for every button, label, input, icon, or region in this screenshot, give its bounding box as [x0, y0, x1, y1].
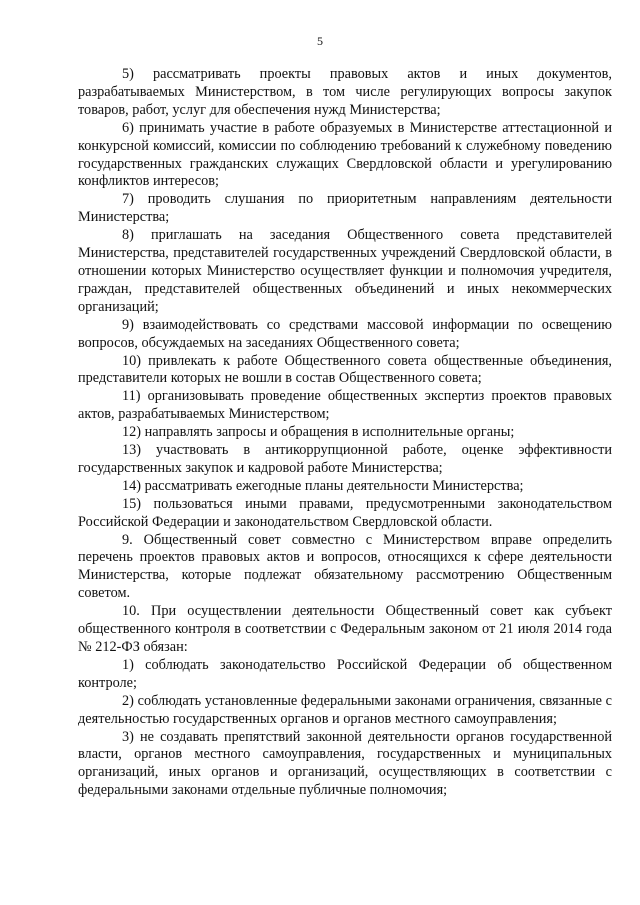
- paragraph: 9. Общественный совет совместно с Министерством вправе определить перечень проектов правовых актов и вопросов, относящихся к сфере деятельности Министерства, которые подлежат обязательному рассмотрению Общественным советом.: [78, 531, 612, 602]
- paragraph: 11) организовывать проведение общественных экспертиз проектов правовых актов, разрабатываемых Министерством;: [78, 388, 612, 423]
- paragraph: 6) принимать участие в работе образуемых в Министерстве аттестационной и конкурсной комиссий, комиссии по соблюдению требований к служебному поведению государственных гражданских служащих Свердловской области и урегулированию конфликтов интересов;: [78, 119, 612, 190]
- paragraph: 10. При осуществлении деятельности Общественный совет как субъект общественного контроля в соответствии с Федеральным законом от 21 июля 2014 года № 212-ФЗ обязан:: [78, 603, 612, 655]
- paragraph: 9) взаимодействовать со средствами массовой информации по освещению вопросов, обсуждаемых на заседаниях Общественного совета;: [78, 316, 612, 351]
- paragraph: 13) участвовать в антикоррупционной работе, оценке эффективности государственных закупок и кадровой работе Министерства;: [78, 442, 612, 476]
- paragraph: 15) пользоваться иными правами, предусмотренными законодательством Российской Федерации и законодательством Свердловской области.: [78, 495, 612, 530]
- page-number: 5: [317, 34, 323, 48]
- document-body: [78, 66, 612, 800]
- paragraph: 12) направлять запросы и обращения в исполнительные органы;: [122, 424, 515, 441]
- paragraph: 14) рассматривать ежегодные планы деятельности Министерства;: [122, 477, 524, 494]
- paragraph: 3) не создавать препятствий законной деятельности органов государственной власти, органов местного самоуправления, государственных и муниципальных организаций, иных органов и организаций, осуществляющих в соответствии с федеральными законами отдельные публичные полномочия;: [78, 728, 612, 799]
- paragraph: 8) приглашать на заседания Общественного совета представителей Министерства, представителей государственных учреждений Свердловской области, в отношении которых Министерство осуществляет функции и полномочия учредителя, граждан, представителей общественных объединений и иных некоммерческих организаций;: [78, 227, 612, 315]
- paragraph: 1) соблюдать законодательство Российской Федерации об общественном контроле;: [78, 656, 612, 691]
- paragraph: 5) рассматривать проекты правовых актов и иных документов, разрабатываемых Министерством, в том числе регулирующих вопросы закупок товаров, работ, услуг для обеспечения нужд Министерства;: [78, 66, 612, 118]
- paragraph: 7) проводить слушания по приоритетным направлениям деятельности Министерства;: [78, 191, 612, 226]
- paragraph: 10) привлекать к работе Общественного совета общественные объединения, представители которых не вошли в состав Общественного совета;: [78, 352, 612, 387]
- paragraph: 2) соблюдать установленные федеральными законами ограничения, связанные с деятельностью государственных органов и органов местного самоуправления;: [78, 692, 612, 727]
